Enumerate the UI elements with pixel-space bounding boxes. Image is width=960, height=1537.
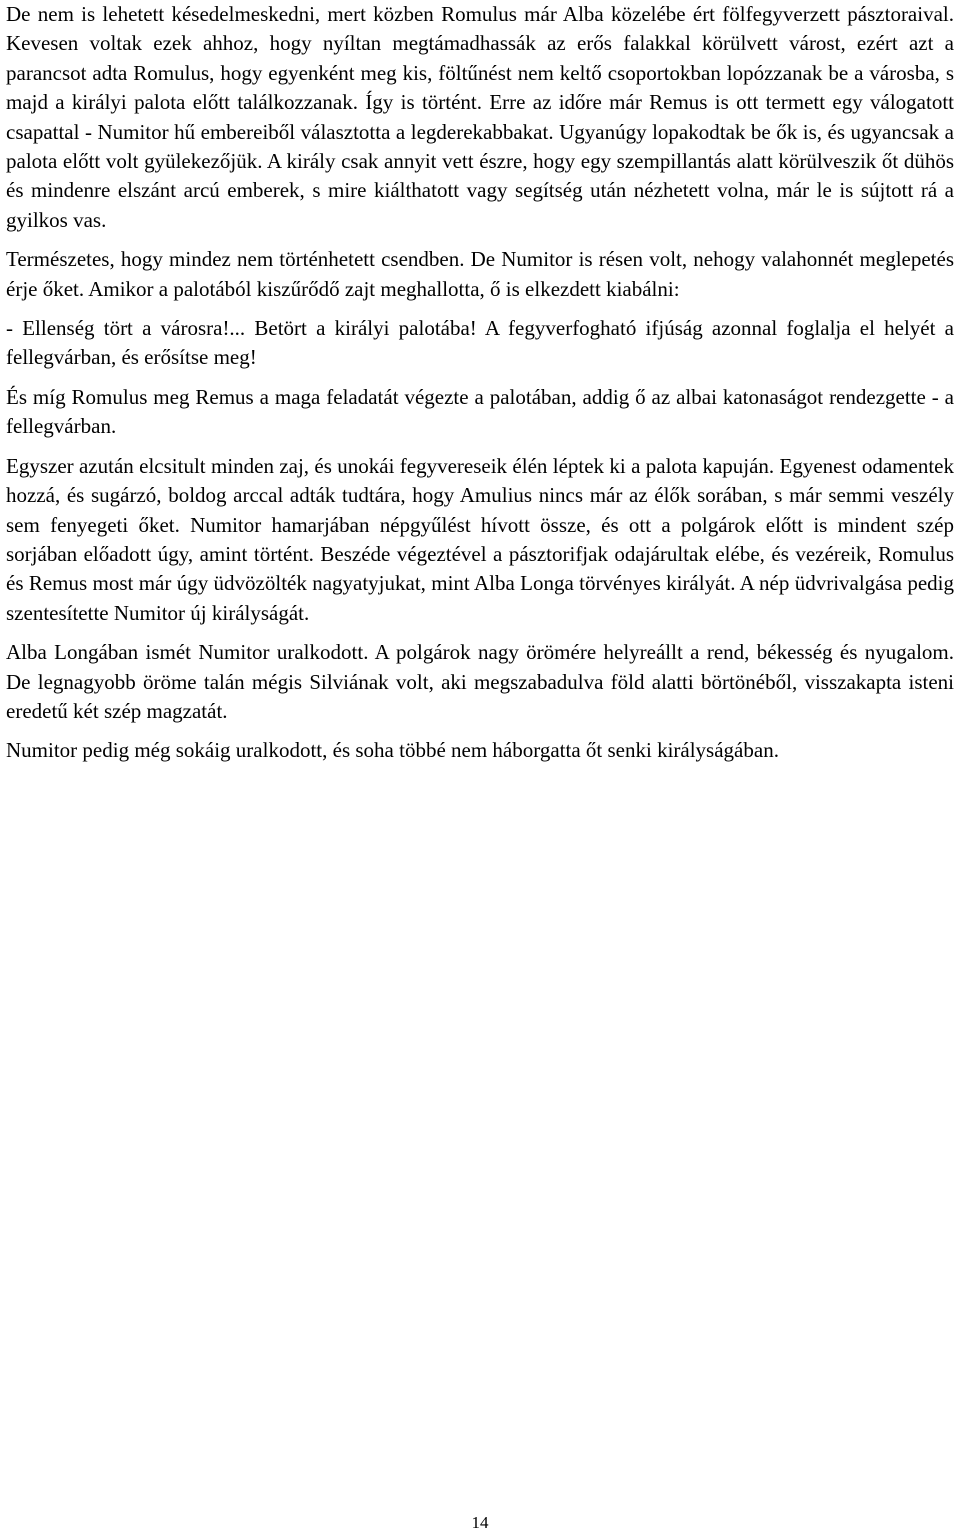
paragraph-5: Egyszer azután elcsitult minden zaj, és unokái fegyvereseik élén léptek ki a palota kapuján. Egyenest odamentek hozzá, és sugárzó, boldog arccal adták tudtára, hogy Amulius nincs már az élők sorában, s már semmi veszély sem fenyegeti őket. Numitor hamarjában népgyűlést hívott össze, és ott a polgárok előtt is mindent szép sorjában előadott úgy, amint történt. Beszéde végeztével a pásztorifjak odajárultak elébe, és vezéreik, Romulus és Remus most már úgy üdvözölték nagyatyjukat, mint Alba Longa törvényes királyát. A nép üdvrivalgása pedig szentesítette Numitor új királyságát.: [6, 453, 954, 625]
paragraph-4: És míg Romulus meg Remus a maga feladatát végezte a palotában, addig ő az albai katonaságot rendezgette - a fellegvárban.: [6, 384, 954, 439]
paragraph-7: Numitor pedig még sokáig uralkodott, és soha többé nem háborgatta őt senki királyságában.: [6, 738, 779, 763]
paragraph-3: - Ellenség tört a városra!... Betört a királyi palotába! A fegyverfogható ifjúság azonnal foglalja el helyét a fellegvárban, és erősítse meg!: [6, 316, 954, 370]
document-page: [6, 0, 954, 776]
page-number: 14: [471, 1513, 489, 1532]
paragraph-1: De nem is lehetett késedelmeskedni, mert közben Romulus már Alba közelébe ért fölfegyverzett pásztoraival. Kevesen voltak ezek ahhoz, hogy nyíltan megtámadhassák az erős falakkal körülvett várost, ezért azt a parancsot adta Romulus, hogy egyenként meg kis, föltűnést nem keltő csoportokban lopózzanak be a városba, s majd a királyi palota előtt találkozzanak. Így is történt. Erre az időre már Remus is ott termett egy válogatott csapattal - Numitor hű embereiből választotta a legderekabbakat. Ugyanúgy lopakodtak be ők is, és ugyancsak a palota előtt volt gyülekezőjük. A király csak annyit vett észre, hogy egy szempillantás alatt körülveszik őt dühös és mindenre elszánt arcú emberek, s mire kiálthatott vagy segítség után nézhetett volna, már le is sújtott rá a gyilkos vas.: [6, 2, 954, 232]
paragraph-6: Alba Longában ismét Numitor uralkodott. A polgárok nagy örömére helyreállt a rend, békesség és nyugalom. De legnagyobb öröme talán mégis Silviának volt, aki megszabadulva föld alatti börtönéből, visszakapta isteni eredetű két szép magzatát.: [6, 640, 954, 723]
paragraph-2: Természetes, hogy mindez nem történhetett csendben. De Numitor is résen volt, nehogy valahonnét meglepetés érje őket. Amikor a palotából kiszűrődő zajt meghallotta, ő is elkezdett kiabálni:: [6, 247, 954, 301]
